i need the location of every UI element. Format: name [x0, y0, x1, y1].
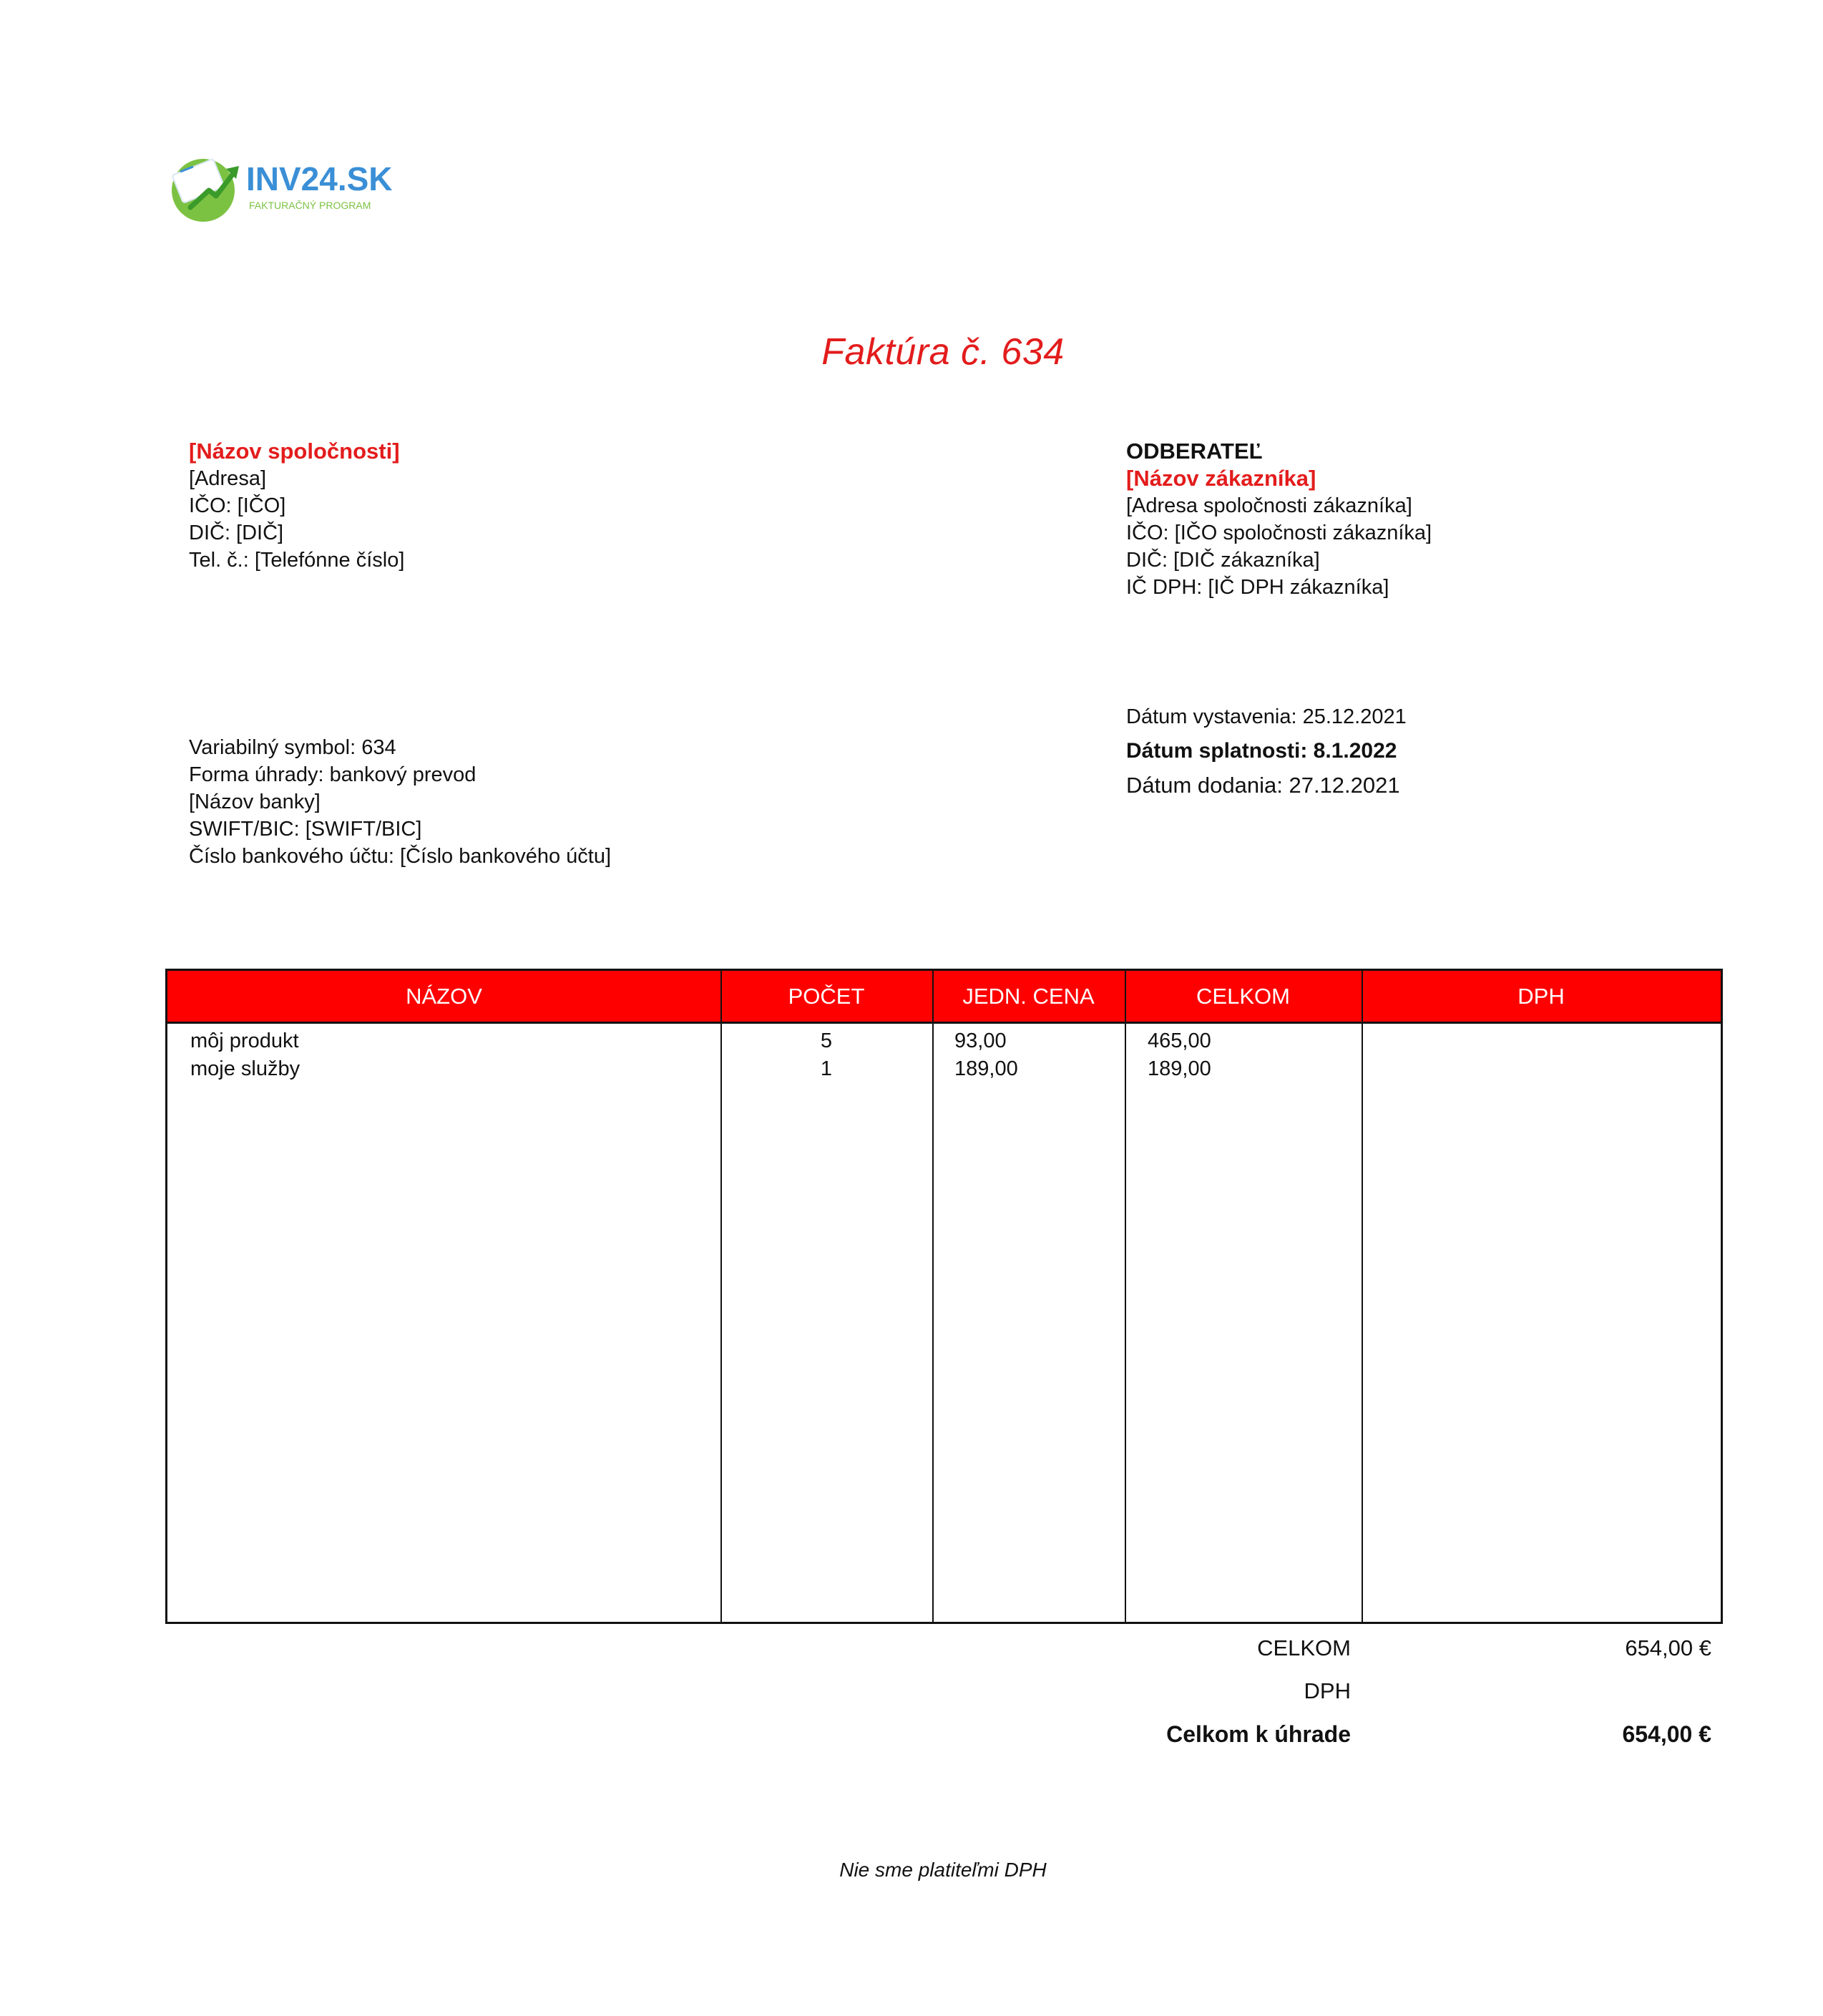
seller-ico: IČO: [IČO]: [189, 494, 286, 517]
buyer-block: [1126, 438, 1432, 601]
buyer-ic-dph: IČ DPH: [IČ DPH zákazníka]: [1126, 576, 1389, 599]
variable-symbol: Variabilný symbol: 634: [189, 736, 396, 759]
row-unit-price: 93,00: [954, 1029, 1007, 1052]
logo-graphic: [166, 150, 393, 225]
row-qty: 1: [820, 1057, 833, 1080]
due-date: Dátum splatnosti: 8.1.2022: [1126, 739, 1397, 763]
bank-account: Číslo bankového účtu: [Číslo bankového účtu]: [189, 845, 612, 868]
vat-note: Nie sme platiteľmi DPH: [839, 1859, 1047, 1881]
buyer-heading: ODBERATEĽ: [1126, 439, 1263, 464]
issue-date: Dátum vystavenia: 25.12.2021: [1126, 705, 1407, 728]
payment-method: Forma úhrady: bankový prevod: [189, 763, 476, 786]
items-table: [165, 969, 1723, 1624]
logo-tagline: FAKTURAČNÝ PROGRAM: [249, 200, 371, 211]
header-unit-price: JEDN. CENA: [962, 984, 1095, 1009]
table-row: [167, 1027, 1721, 1055]
header-qty: POČET: [788, 984, 865, 1009]
row-name: moje služby: [190, 1057, 300, 1080]
row-total: 189,00: [1148, 1057, 1211, 1080]
seller-company-name: [Názov spoločnosti]: [189, 439, 400, 464]
row-qty: 5: [820, 1029, 833, 1052]
dates-block: [1126, 700, 1407, 803]
header-vat: DPH: [1517, 984, 1565, 1009]
buyer-address: [Adresa spoločnosti zákazníka]: [1126, 494, 1412, 517]
buyer-customer-name: [Názov zákazníka]: [1126, 466, 1316, 491]
logo-brand: INV24.SK: [246, 160, 393, 197]
header-total: CELKOM: [1196, 984, 1290, 1009]
header-name: NÁZOV: [406, 984, 482, 1009]
payment-block: [189, 734, 611, 870]
invoice-title: Faktúra č. 634: [821, 331, 1065, 373]
grand-total-value: 654,00 €: [1622, 1721, 1711, 1747]
company-logo: [166, 150, 393, 225]
row-name: môj produkt: [190, 1029, 299, 1052]
grand-total-label: Celkom k úhrade: [1166, 1721, 1351, 1747]
seller-block: [189, 438, 404, 574]
swift-bic: SWIFT/BIC: [SWIFT/BIC]: [189, 818, 422, 841]
bank-name: [Názov banky]: [189, 791, 321, 813]
seller-dic: DIČ: [DIČ]: [189, 522, 284, 544]
seller-phone: Tel. č.: [Telefónne číslo]: [189, 549, 405, 572]
buyer-dic: DIČ: [DIČ zákazníka]: [1126, 549, 1320, 572]
vat-label: DPH: [1304, 1678, 1351, 1703]
seller-address: [Adresa]: [189, 467, 266, 490]
subtotal-value: 654,00 €: [1625, 1635, 1711, 1660]
row-total: 465,00: [1148, 1029, 1211, 1052]
table-header: [167, 971, 1721, 1024]
subtotal-label: CELKOM: [1257, 1635, 1351, 1660]
buyer-ico: IČO: [IČO spoločnosti zákazníka]: [1126, 522, 1432, 544]
delivery-date: Dátum dodania: 27.12.2021: [1126, 773, 1400, 798]
table-row: [167, 1055, 1721, 1083]
row-unit-price: 189,00: [954, 1057, 1018, 1080]
